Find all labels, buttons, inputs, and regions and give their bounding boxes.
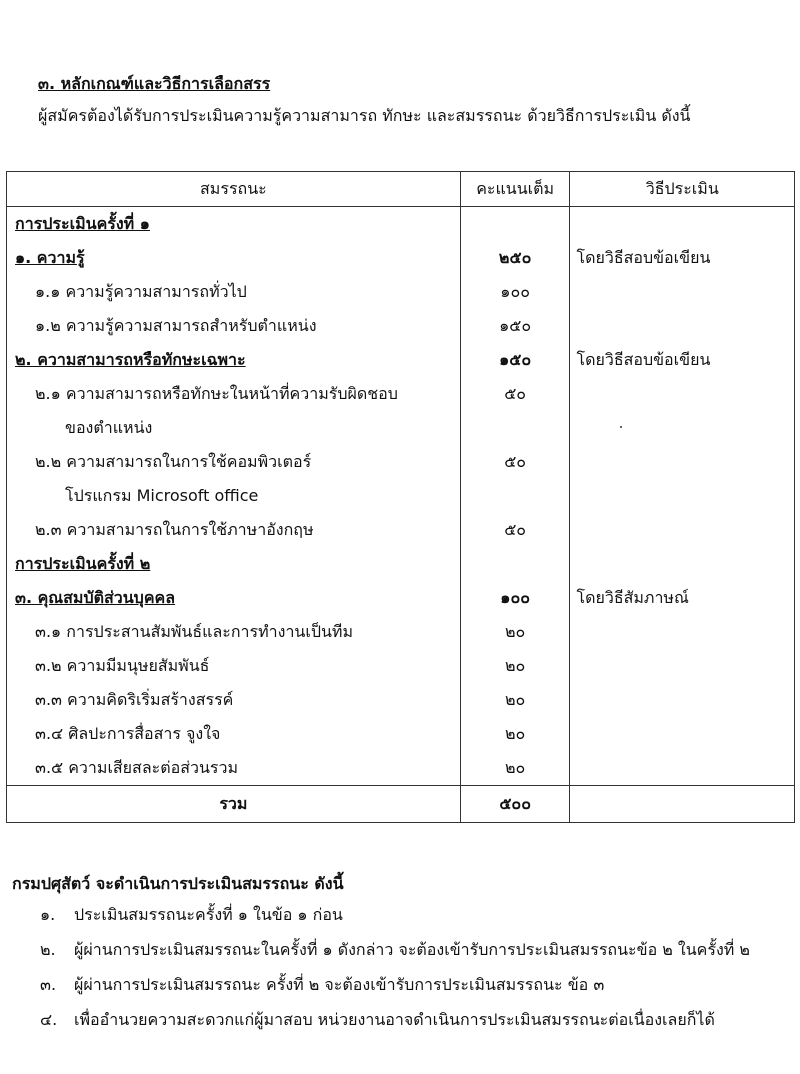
list-item	[40, 938, 790, 973]
method-cell	[570, 615, 795, 649]
total-method-cell	[570, 786, 795, 823]
score-cell: ๒๐	[460, 615, 570, 649]
step-number: ๔.	[40, 1010, 58, 1029]
method-cell	[570, 547, 795, 581]
score-cell	[460, 411, 570, 445]
method-cell	[570, 377, 795, 411]
competency-label: ๑. ความรู้	[7, 241, 461, 275]
table-row	[7, 547, 795, 581]
total-score: ๕๐๐	[460, 786, 570, 823]
score-cell: ๑๐๐	[460, 581, 570, 615]
competency-label: ๒.๓ ความสามารถในการใช้ภาษาอังกฤษ	[7, 513, 461, 547]
step-text: ผู้ผ่านการประเมินสมรรถนะในครั้งที่ ๑ ดังกล่าว จะต้องเข้ารับการประเมินสมรรถนะข้อ ๒ ในครั้งที่ ๒	[74, 940, 750, 959]
step-number: ๑.	[40, 905, 56, 924]
competency-label: ๓.๕ ความเสียสละต่อส่วนรวม	[7, 751, 461, 786]
score-cell	[460, 479, 570, 513]
competency-label: ๓.๑ การประสานสัมพันธ์และการทำงานเป็นทีม	[7, 615, 461, 649]
table-row	[7, 207, 795, 242]
score-cell: ๒๐	[460, 717, 570, 751]
method-cell	[570, 649, 795, 683]
table-row	[7, 411, 795, 445]
competency-label: ๒. ความสามารถหรือทักษะเฉพาะ	[7, 343, 461, 377]
method-cell: โดยวิธีสอบข้อเขียน	[570, 241, 795, 275]
table-row	[7, 751, 795, 786]
table-row	[7, 445, 795, 479]
score-cell: ๑๕๐	[460, 343, 570, 377]
list-item	[40, 903, 790, 938]
competency-label-continued: ของตำแหน่ง	[7, 411, 461, 445]
step-text: ประเมินสมรรถนะครั้งที่ ๑ ในข้อ ๑ ก่อน	[74, 905, 343, 924]
score-cell: ๑๐๐	[460, 275, 570, 309]
table-row	[7, 241, 795, 275]
method-cell	[570, 683, 795, 717]
competency-label: ๒.๑ ความสามารถหรือทักษะในหน้าที่ความรับผิดชอบ	[7, 377, 461, 411]
step-text: ผู้ผ่านการประเมินสมรรถนะ ครั้งที่ ๒ จะต้องเข้ารับการประเมินสมรรถนะ ข้อ ๓	[74, 975, 605, 994]
section-intro: ผู้สมัครต้องได้รับการประเมินความรู้ความสามารถ ทักษะ และสมรรถนะ ด้วยวิธีการประเมิน ดังนี้	[38, 106, 691, 125]
method-cell: โดยวิธีสอบข้อเขียน	[570, 343, 795, 377]
method-cell	[570, 513, 795, 547]
score-cell: ๕๐	[460, 513, 570, 547]
total-label: รวม	[7, 786, 461, 823]
score-cell: ๒๐	[460, 683, 570, 717]
table-row	[7, 615, 795, 649]
round-1-heading: การประเมินครั้งที่ ๑	[7, 207, 461, 242]
method-cell	[570, 411, 795, 445]
table-row	[7, 343, 795, 377]
method-cell	[570, 309, 795, 343]
header-competency: สมรรถนะ	[7, 172, 461, 207]
table-row	[7, 275, 795, 309]
table-row	[7, 683, 795, 717]
scan-speck	[620, 426, 622, 428]
total-row	[7, 786, 795, 823]
step-number: ๒.	[40, 940, 56, 959]
competency-table	[6, 171, 795, 823]
table-row	[7, 649, 795, 683]
competency-label: ๑.๒ ความรู้ความสามารถสำหรับตำแหน่ง	[7, 309, 461, 343]
table-row	[7, 581, 795, 615]
table-row	[7, 717, 795, 751]
step-number: ๓.	[40, 975, 57, 994]
competency-label: ๓.๒ ความมีมนุษยสัมพันธ์	[7, 649, 461, 683]
competency-label: ๒.๒ ความสามารถในการใช้คอมพิวเตอร์	[7, 445, 461, 479]
assessment-steps	[40, 903, 790, 1043]
score-cell: ๒๐	[460, 649, 570, 683]
score-cell: ๕๐	[460, 445, 570, 479]
list-item	[40, 973, 790, 1008]
competency-label: ๓. คุณสมบัติส่วนบุคคล	[7, 581, 461, 615]
section-title: ๓. หลักเกณฑ์และวิธีการเลือกสรร	[38, 74, 271, 93]
score-cell: ๑๕๐	[460, 309, 570, 343]
score-cell: ๒๕๐	[460, 241, 570, 275]
step-text: เพื่ออำนวยความสะดวกแก่ผู้มาสอบ หน่วยงานอาจดำเนินการประเมินสมรรถนะต่อเนื่องเลยก็ได้	[74, 1010, 715, 1029]
list-item	[40, 1008, 790, 1043]
method-cell: โดยวิธีสัมภาษณ์	[570, 581, 795, 615]
table-row	[7, 309, 795, 343]
table-header-row	[7, 172, 795, 207]
round-2-heading: การประเมินครั้งที่ ๒	[7, 547, 461, 581]
method-cell	[570, 207, 795, 242]
competency-label: ๓.๓ ความคิดริเริ่มสร้างสรรค์	[7, 683, 461, 717]
score-cell	[460, 547, 570, 581]
score-cell: ๕๐	[460, 377, 570, 411]
method-cell	[570, 445, 795, 479]
competency-label-continued: โปรแกรม Microsoft office	[7, 479, 461, 513]
header-full-score: คะแนนเต็ม	[460, 172, 570, 207]
table-row	[7, 377, 795, 411]
header-method: วิธีประเมิน	[570, 172, 795, 207]
table-row	[7, 513, 795, 547]
score-cell: ๒๐	[460, 751, 570, 786]
competency-label: ๓.๔ ศิลปะการสื่อสาร จูงใจ	[7, 717, 461, 751]
method-cell	[570, 751, 795, 786]
competency-label: ๑.๑ ความรู้ความสามารถทั่วไป	[7, 275, 461, 309]
method-cell	[570, 717, 795, 751]
score-cell	[460, 207, 570, 242]
assessment-heading: กรมปศุสัตว์ จะดำเนินการประเมินสมรรถนะ ดังนี้	[12, 874, 344, 893]
table-row	[7, 479, 795, 513]
method-cell	[570, 479, 795, 513]
method-cell	[570, 275, 795, 309]
